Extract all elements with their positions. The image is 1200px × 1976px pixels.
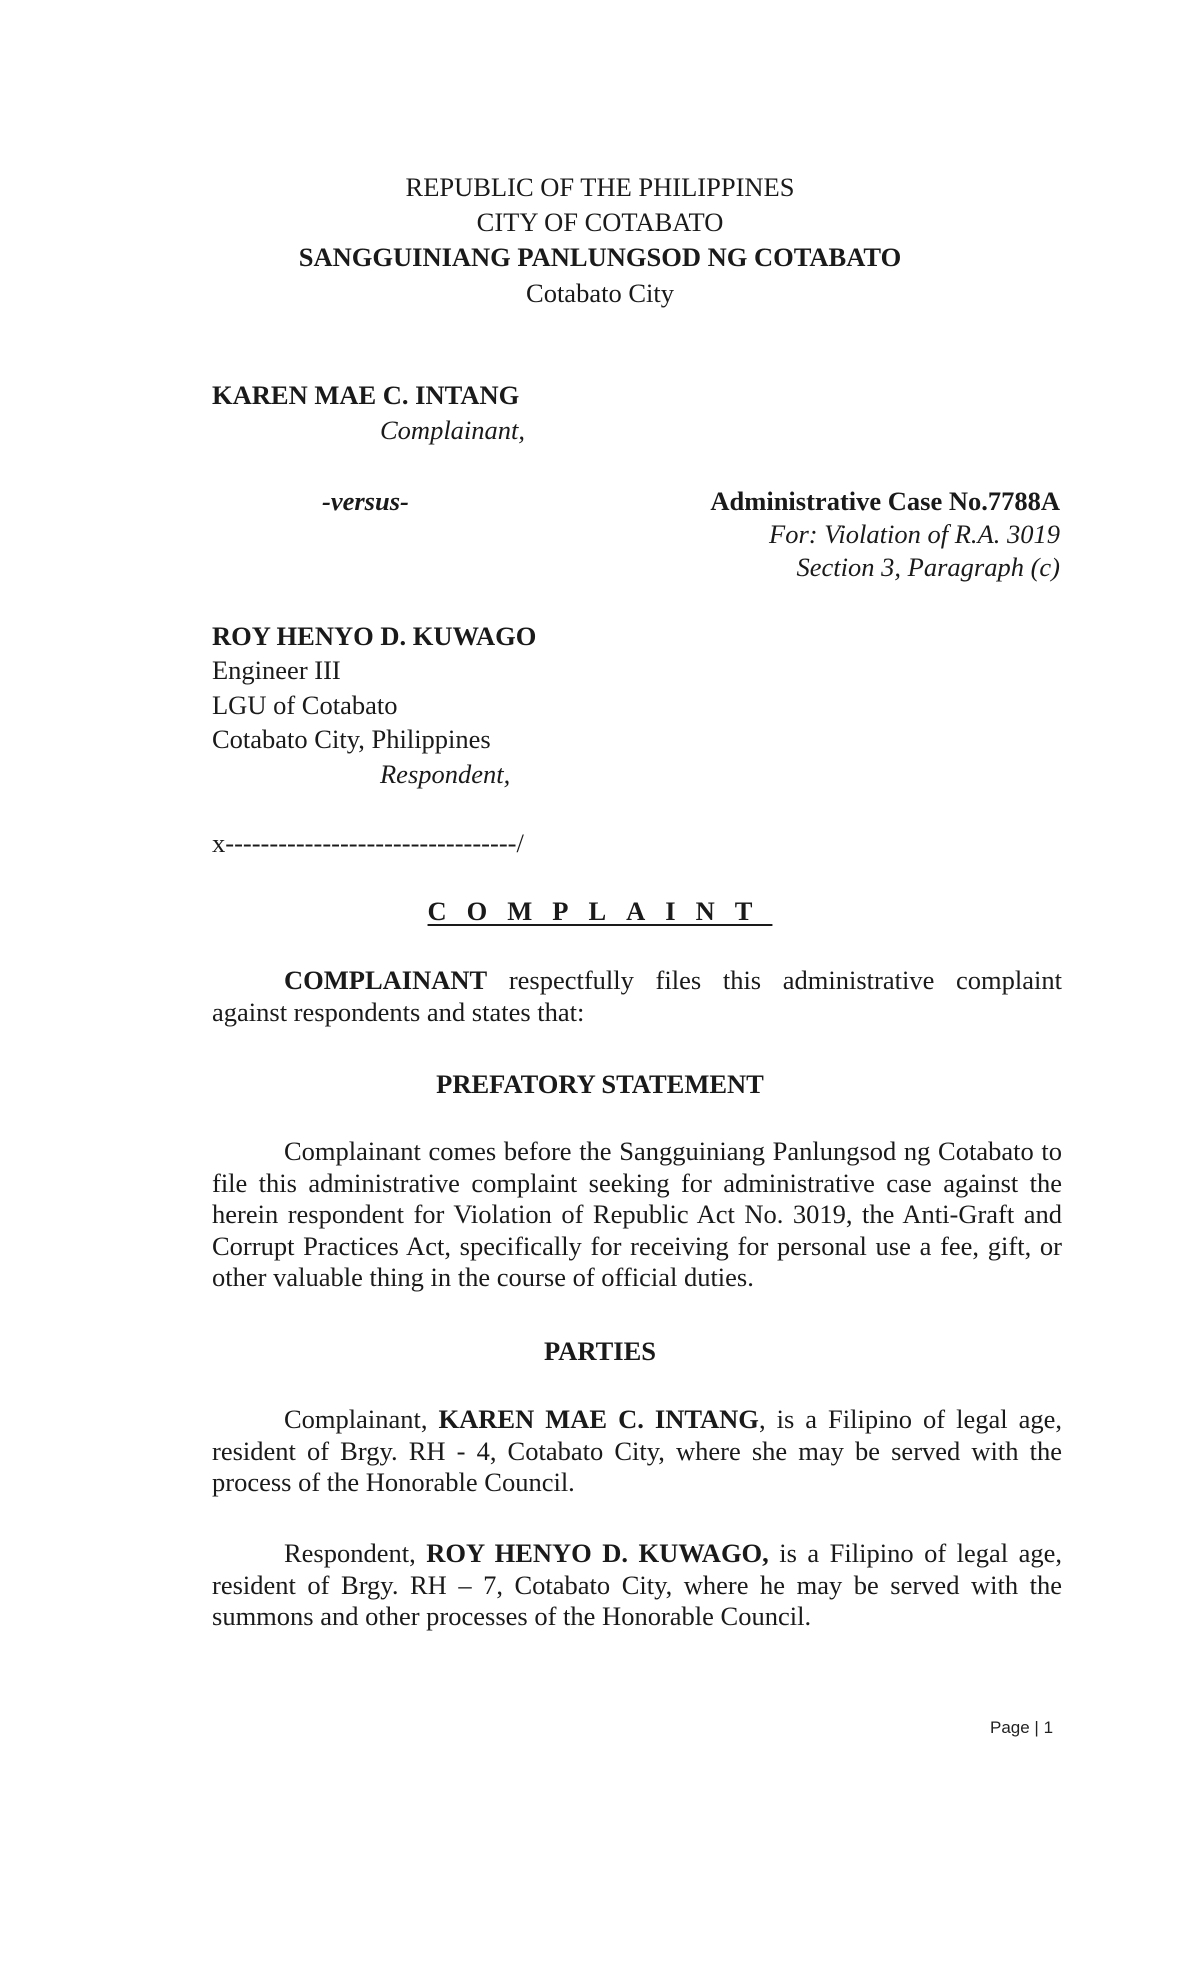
intro-paragraph — [212, 965, 1062, 1028]
parties-p2-post: is a Filipino of legal age, resident of Brgy. RH – 7, Cotabato City, where he may be served with the summons and other processes of the Honorable Council. — [212, 1538, 1062, 1631]
intro-lead: COMPLAINANT — [284, 965, 488, 995]
complainant-name: KAREN MAE C. INTANG — [212, 380, 520, 410]
versus-label: -versus- — [322, 486, 409, 516]
prefatory-heading: PREFATORY STATEMENT — [436, 1069, 764, 1099]
parties-p1-post: , is a Filipino of legal age, resident of Brgy. RH - 4, Cotabato City, where she may be served with the process of the Honorable Council. — [212, 1404, 1062, 1497]
parties-respondent-paragraph — [212, 1538, 1062, 1633]
caption-separator: x---------------------------------/ — [212, 828, 524, 858]
intro-text: respectfully files this administrative complaint against respondents and states that: — [212, 965, 1062, 1027]
header-city: CITY OF COTABATO — [476, 207, 724, 237]
respondent-role: Respondent, — [380, 759, 511, 789]
prefatory-paragraph — [212, 1136, 1062, 1294]
header-council: SANGGUINIANG PANLUNGSOD NG COTABATO — [298, 242, 902, 272]
header-republic: REPUBLIC OF THE PHILIPPINES — [405, 172, 795, 202]
respondent-office: LGU of Cotabato — [212, 690, 398, 720]
respondent-name: ROY HENYO D. KUWAGO — [212, 621, 537, 651]
case-violation: For: Violation of R.A. 3019 — [769, 519, 1060, 549]
parties-complainant-paragraph — [212, 1404, 1062, 1499]
document-title-text: COMPLAINT — [427, 896, 773, 926]
complainant-role: Complainant, — [380, 415, 526, 445]
parties-heading: PARTIES — [544, 1336, 656, 1366]
parties-p2-name: ROY HENYO D. KUWAGO, — [426, 1538, 769, 1568]
prefatory-text: Complainant comes before the Sangguiniang Panlungsod ng Cotabato to file this administrative complaint seeking for administrative case against the herein respondent for Violation of Republic Act No. 3019, the Anti-Graft and Corrupt Practices Act, specifically for receiving for personal use a fee, gift, or other valuable thing in the course of official duties. — [212, 1136, 1062, 1292]
document-title — [0, 894, 1200, 928]
case-number: Administrative Case No.7788A — [710, 486, 1060, 516]
case-section: Section 3, Paragraph (c) — [796, 552, 1060, 582]
page-number: Page | 1 — [990, 1718, 1054, 1737]
respondent-title: Engineer III — [212, 655, 341, 685]
respondent-address: Cotabato City, Philippines — [212, 724, 491, 754]
header-location: Cotabato City — [526, 278, 674, 308]
parties-p2-pre: Respondent, — [284, 1538, 427, 1568]
parties-p1-name: KAREN MAE C. INTANG — [438, 1404, 759, 1434]
parties-p1-pre: Complainant, — [284, 1404, 439, 1434]
